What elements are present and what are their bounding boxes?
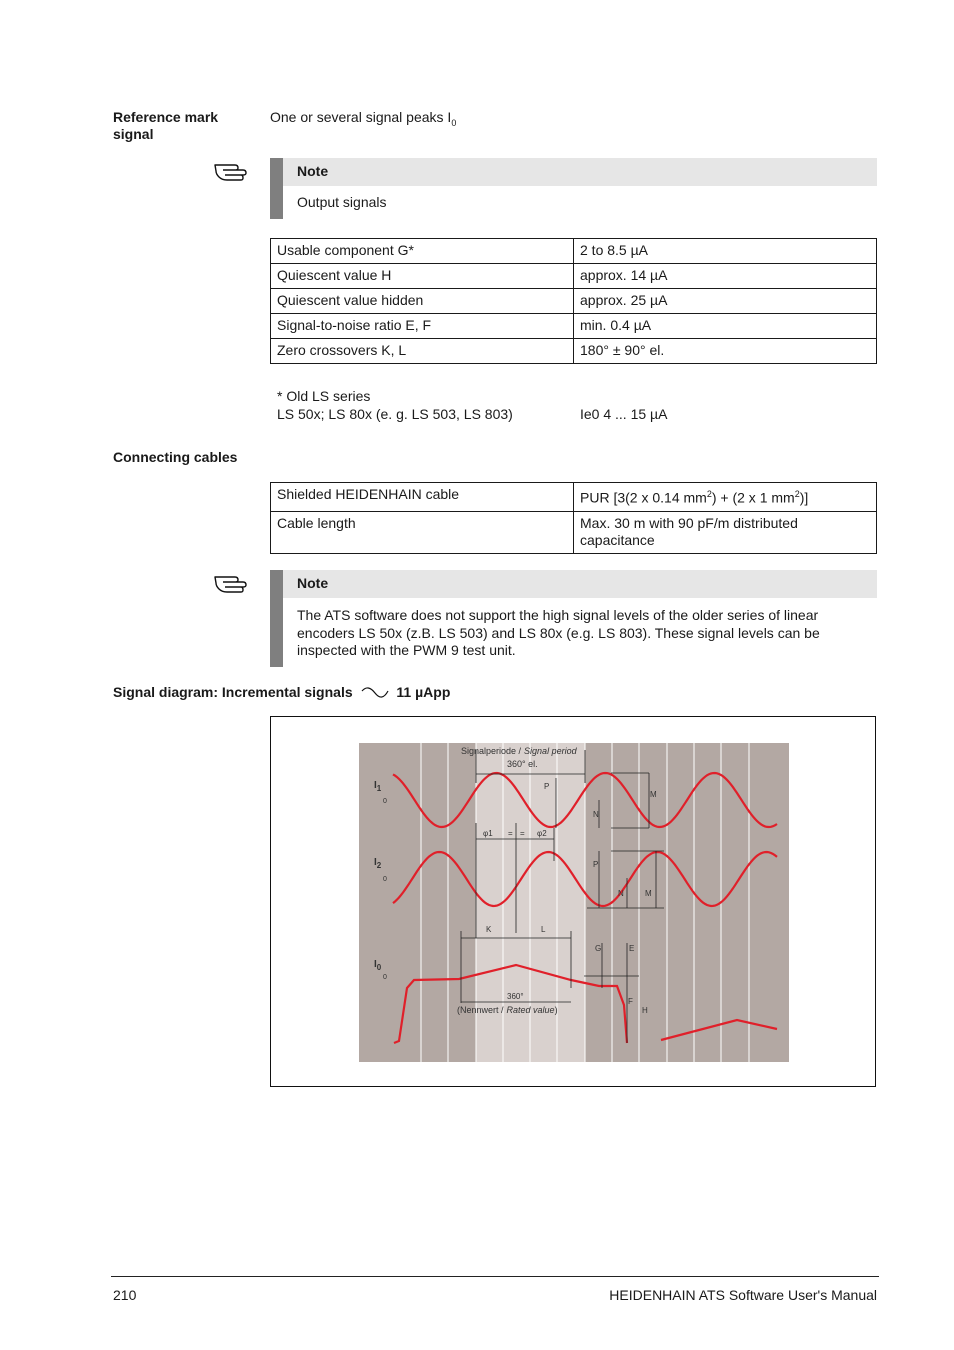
note-box-2 xyxy=(270,570,877,667)
note-text: The ATS software does not support the high signal levels of the older series of linear encoders LS 50x (z.B. LS 503) and LS 80x (e.g. LS 803). These signal levels can be inspected with the PWM 9 test unit. xyxy=(297,607,820,658)
table-row xyxy=(271,511,877,553)
rated-value-label: (Nennwert / Rated value) xyxy=(457,1005,558,1015)
table-cell: min. 0.4 µA xyxy=(574,314,877,339)
i0-label: $I_0$ xyxy=(374,959,382,972)
note-bar xyxy=(270,158,283,219)
diagram-heading: Signal diagram: Incremental signals 11 µApp xyxy=(113,684,451,700)
footnote-series: LS 50x; LS 80x (e. g. LS 503, LS 803) xyxy=(277,406,513,422)
table-cell: Max. 30 m with 90 pF/m distributed capacitance xyxy=(574,511,877,553)
table-row xyxy=(271,314,877,339)
i1-label: $I_1$ xyxy=(374,780,382,793)
m-label: M xyxy=(645,889,652,898)
table-cell: Quiescent value hidden xyxy=(271,289,574,314)
i0-zero: 0 xyxy=(383,974,387,981)
reference-mark-text: One or several signal peaks $I_0$ xyxy=(270,109,457,128)
footnote-value: Ie0 4 ... 15 µA xyxy=(580,406,668,422)
n-label: N xyxy=(618,889,624,898)
note-title: Note xyxy=(297,163,329,179)
output-signal-table xyxy=(270,238,877,364)
i2-label: $I_2$ xyxy=(374,857,382,870)
note-title: Note xyxy=(297,575,329,591)
table-row xyxy=(271,339,877,364)
page-number: 210 xyxy=(113,1287,137,1303)
p-label: P xyxy=(544,782,550,791)
table-cell: Shielded HEIDENHAIN cable xyxy=(271,483,574,512)
pointing-hand-icon xyxy=(213,159,249,185)
table-cell: Signal-to-noise ratio E, F xyxy=(271,314,574,339)
note-text: Output signals xyxy=(297,194,387,210)
table-row xyxy=(271,239,877,264)
table-cell: Cable length xyxy=(271,511,574,553)
eq-label: = xyxy=(508,829,513,838)
note-box-1 xyxy=(270,158,877,219)
g-label: G xyxy=(595,944,602,953)
connecting-cables-label: Connecting cables xyxy=(113,449,238,465)
table-cell: approx. 14 µA xyxy=(574,264,877,289)
m-label: M xyxy=(650,790,657,799)
note-header xyxy=(283,570,877,598)
e-label: E xyxy=(629,944,635,953)
table-row xyxy=(271,289,877,314)
k-label: K xyxy=(486,925,492,934)
h-label: H xyxy=(642,1006,648,1015)
cable-table xyxy=(270,482,877,554)
note-header xyxy=(283,158,877,186)
n-label: N xyxy=(593,810,599,819)
table-cell: 2 to 8.5 µA xyxy=(574,239,877,264)
table-row xyxy=(271,483,877,512)
phi2-label: φ2 xyxy=(537,829,547,838)
note-bar xyxy=(270,570,283,667)
table-row xyxy=(271,264,877,289)
p-label: P xyxy=(593,860,599,869)
i2-zero: 0 xyxy=(383,876,387,883)
footnote-line1: * Old LS series xyxy=(277,388,371,404)
table-cell: Usable component G* xyxy=(271,239,574,264)
f-label: F xyxy=(628,997,633,1006)
table-cell: Quiescent value H xyxy=(271,264,574,289)
phi1-label: φ1 xyxy=(483,829,493,838)
signal-diagram xyxy=(359,743,789,1062)
signal-period-label: Signalperiode / Signal period xyxy=(461,746,577,756)
table-cell: Zero crossovers K, L xyxy=(271,339,574,364)
table-cell: PUR [3(2 x 0.14 $mm^2) + (2$ x 1 $mm^2$)] xyxy=(574,483,877,512)
l-label: L xyxy=(541,925,546,934)
footer-rule xyxy=(111,1276,879,1277)
table-cell: approx. 25 µA xyxy=(574,289,877,314)
footer-title: HEIDENHAIN ATS Software User's Manual xyxy=(609,1287,877,1303)
pointing-hand-icon xyxy=(213,571,249,597)
table-cell: 180° ± 90° el. xyxy=(574,339,877,364)
reference-mark-label: Reference mark signal xyxy=(113,109,219,142)
degrees-360-label: 360° xyxy=(507,992,524,1001)
signal-period-degrees: 360° el. xyxy=(507,759,538,769)
sine-wave-icon xyxy=(361,687,389,699)
eq-label: = xyxy=(520,829,525,838)
i1-zero: 0 xyxy=(383,798,387,805)
